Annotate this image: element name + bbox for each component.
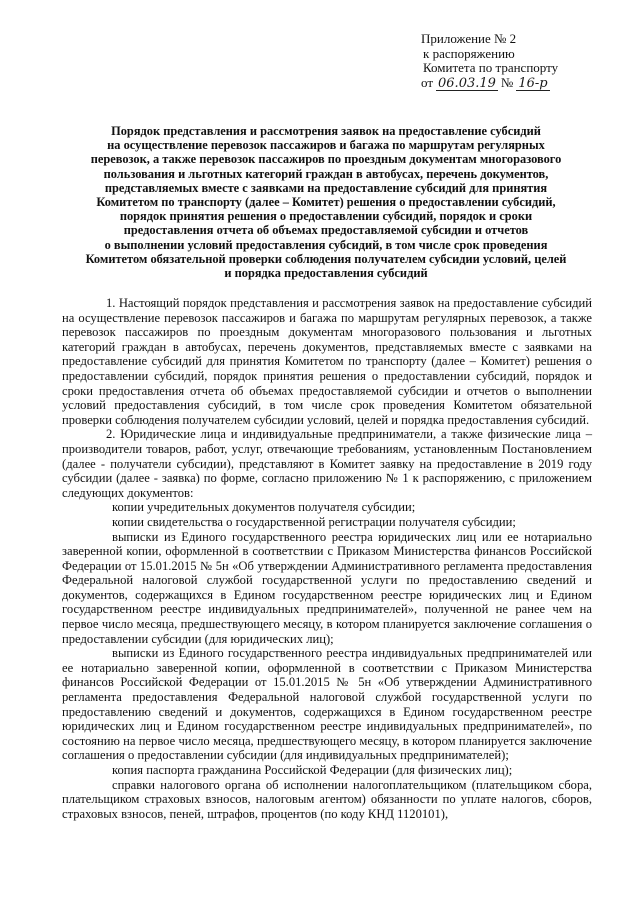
title-line: Порядок представления и рассмотрения заявок на предоставление субсидий xyxy=(111,124,541,138)
title-line: предоставления отчета об объемах предоставляемой субсидии и отчетов xyxy=(123,223,529,238)
order-date-handwritten: 06.03.19 xyxy=(438,75,496,91)
document-title xyxy=(66,124,586,280)
title-line: и порядка предоставления субсидий xyxy=(224,266,428,281)
order-number-label: № xyxy=(500,74,514,90)
title-line: Комитетом обязательной проверки соблюдения получателем субсидии условий, целей xyxy=(85,251,567,266)
list-item-founding-docs: копии учредительных документов получателя субсидии; xyxy=(112,500,416,515)
appendix-header xyxy=(421,32,621,91)
order-number-handwritten: 16-р xyxy=(518,75,548,91)
list-item-legal-entity-extract: выписки из Единого государственного реестра юридических лиц или ее нотариально заверенной копии, оформленной в соответствии с Приказом Министерства финансов Российской Федерации от 15.01.2015 № 5н «Об утверждении Административного регламента предоставления Федеральной налоговой службой государственной услуги по предоставлению сведений и документов, содержащихся в Едином государственном реестре юридических лиц и Едином государственном реестре индивидуальных предпринимателей», полученной не ранее чем на первое число месяца, предшествующего месяцу, в котором планируется заключение соглашения о предоставлении субсидии (для юридических лиц); xyxy=(62,529,592,646)
paragraph-2: 2. Юридические лица и индивидуальные предприниматели, а также физические лица – производители товаров, работ, услуг, отвечающие требованиям, установленным Постановлением (далее - получатели субсидии), представляют в Комитет заявку на предоставление в 2019 году субсидии (далее - заявка) по форме, согласно приложению № 1 к распоряжению, с приложением следующих документов: xyxy=(62,427,592,500)
document-body xyxy=(62,296,592,821)
title-line: на осуществление перевозок пассажиров и багажа по маршрутам регулярных xyxy=(107,138,545,153)
paragraph-1: 1. Настоящий порядок представления и рассмотрения заявок на предоставление субсидий на осуществление перевозок пассажиров и багажа по маршрутам регулярных перевозок, а также перевозок пассажиров по проездным документам многоразового пользования и льготных категорий граждан в автобусах, перечень документов, представляемых вместе с заявками на предоставление субсидий для принятия Комитетом по транспорту (далее – Комитет) решения о предоставлении субсидий, порядок принятия решения о предоставлении субсидий, порядок и сроки предоставления отчета об объемах предоставляемой субсидии и отчетов о выполнении условий предоставления субсидий, в том числе срок проведения Комитетом обязательной проверки соблюдения получателем субсидии условий, целей и порядка предоставления субсидий. xyxy=(62,296,592,427)
order-prefix: от xyxy=(421,74,434,90)
title-line: порядок принятия решения о предоставлении субсидий, порядок и сроки xyxy=(119,209,533,224)
list-item-tax-certificate: справки налогового органа об исполнении налогоплательщиком (плательщиком сбора, плательщиком страховых взносов, налоговым агентом) обязанности по уплате налогов, сборов, страховых взносов, пеней, штрафов, процентов (по коду КНД 1120101), xyxy=(62,777,592,821)
title-line: пользования и льготных категорий граждан в автобусах, перечень документов, xyxy=(103,166,549,181)
order-line xyxy=(421,76,621,91)
appendix-committee: Комитета по транспорту xyxy=(423,60,559,75)
list-item-entrepreneur-extract: выписки из Единого государственного реестра индивидуальных предпринимателей или ее нотариально заверенной копии, оформленной в соответствии с Приказом Министерства финансов Российской Федерации от 15.01.2015 № 5н «Об утверждении Административного регламента предоставления Федеральной налоговой службой государственной услуги по предоставлению сведений и документов, содержащихся в Едином государственном реестре юридических лиц и Едином государственном реестре индивидуальных предпринимателей», по состоянию на первое число месяца, предшествующего месяцу, в котором планируется заключение соглашения о предоставлении субсидии (для индивидуальных предпринимателей); xyxy=(62,646,592,763)
title-line: Комитетом по транспорту (далее – Комитет) решения о предоставлении субсидий, xyxy=(96,195,556,210)
list-item-registration-cert: копии свидетельства о государственной регистрации получателя субсидии; xyxy=(112,514,516,529)
list-item-passport-copy: копия паспорта гражданина Российской Федерации (для физических лиц); xyxy=(112,763,513,777)
appendix-order-ref: к распоряжению xyxy=(423,45,515,61)
title-line: о выполнении условий предоставления субсидий, в том числе срок проведения xyxy=(104,237,548,252)
title-line: перевозок, а также перевозок пассажиров по проездным документам многоразового xyxy=(90,152,562,167)
title-line: представляемых вместе с заявками на предоставление субсидий для принятия xyxy=(104,180,548,195)
appendix-number: Приложение № 2 xyxy=(421,31,517,46)
